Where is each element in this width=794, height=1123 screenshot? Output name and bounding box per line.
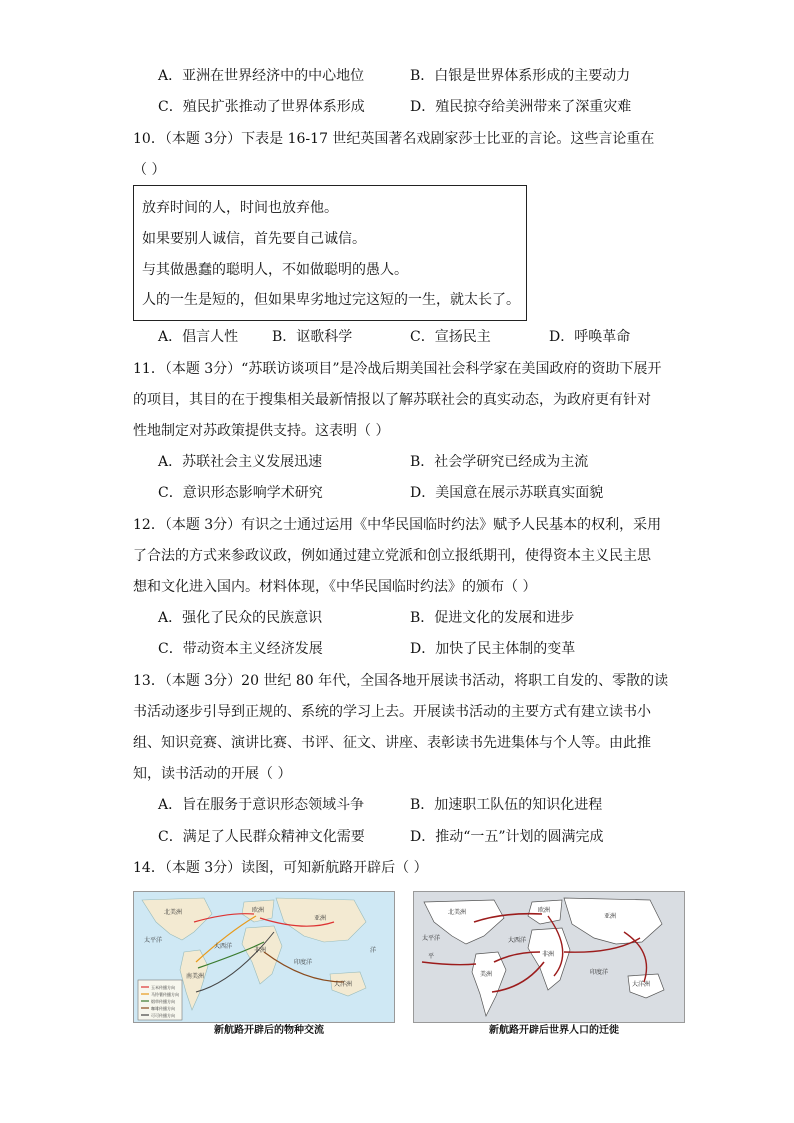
q9-option-a[interactable]: A．亚洲在世界经济中的中心地位 [158,68,365,84]
q9-option-b[interactable]: B．白银是世界体系形成的主要动力 [410,68,631,84]
map2-caption: 新航路开辟后世界人口的迁徙 [489,1025,619,1036]
q12-option-d[interactable]: D．加快了民主体制的变革 [410,641,576,657]
q10-option-a[interactable]: A．倡言人性 [158,329,239,345]
q11-option-a[interactable]: A．苏联社会主义发展迅速 [158,454,323,470]
quote-2: 如果要别人诚信，首先要自己诚信。 [142,231,366,247]
q12-option-b[interactable]: B．促进文化的发展和进步 [410,610,575,626]
q11-option-d[interactable]: D．美国意在展示苏联真实面貌 [410,485,604,501]
q13-stem-line-3: 组、知识竞赛、演讲比赛、书评、征文、讲座、表彰读书先进集体与个人等。由此推 [133,735,651,751]
quote-4: 人的一生是短的，但如果卑劣地过完这短的一生，就太长了。 [142,292,520,308]
map2-label-africa: 非洲 [542,951,555,958]
q12-option-c[interactable]: C．带动资本主义经济发展 [158,641,323,657]
q11-option-b[interactable]: B．社会学研究已经成为主流 [410,454,589,470]
species-exchange-map [133,891,395,1023]
map2-label-ping: 平 [428,953,435,960]
q13-option-c[interactable]: C．满足了人民群众精神文化需要 [158,829,365,845]
map1-label-south-america: 南美洲 [186,973,205,980]
q11-stem-line-3: 性地制定对苏政策提供支持。这表明（ ） [133,423,390,439]
map2-label-oceania: 大洋洲 [632,981,651,988]
map1-label-europe: 欧洲 [252,907,265,914]
legend-potato: 马铃薯传播方向 [151,992,179,997]
q12-stem-line-1: 12．（本题 3分）有识之士通过运用《中华民国临时约法》赋予人民基本的权利，采用 [133,517,662,533]
q9-option-c[interactable]: C．殖民扩张推动了世界体系形成 [158,99,365,115]
map1-label-pacific: 太平洋 [144,937,163,944]
map1-label-asia: 亚洲 [314,915,327,922]
map2-label-indian: 印度洋 [590,969,609,976]
q10-option-b[interactable]: B．讴歌科学 [272,329,353,345]
q10-option-c[interactable]: C．宣扬民主 [410,329,491,345]
q10-option-d[interactable]: D．呼唤革命 [549,329,631,345]
map1-label-north-america: 北美洲 [164,909,183,916]
legend-coffee: 咖啡传播方向 [151,1006,175,1011]
quote-3: 与其做愚蠢的聪明人，不如做聪明的愚人。 [142,262,408,278]
legend-corn: 玉米传播方向 [151,985,175,990]
legend-cocoa: 可可传播方向 [151,1013,175,1018]
map2-label-pacific: 太平洋 [422,935,441,942]
q11-option-c[interactable]: C．意识形态影响学术研究 [158,485,323,501]
map2-label-north-america: 北美洲 [448,909,467,916]
q13-option-a[interactable]: A．旨在服务于意识形态领域斗争 [158,797,365,813]
q13-stem-line-1: 13．（本题 3分）20 世纪 80 年代，全国各地开展读书活动，将职工自发的、零散的读 [133,673,669,689]
map2-label-atlantic: 大西洋 [508,937,527,944]
q12-option-a[interactable]: A．强化了民众的民族意识 [158,610,323,626]
q10-stem-line-2: （ ） [133,162,166,178]
map1-label-indian: 印度洋 [294,959,313,966]
q13-stem-line-2: 书活动逐步引导到正规的、系统的学习上去。开展读书活动的主要方式有建立读书小 [133,704,651,720]
q10-quote-box [133,185,527,321]
q11-stem-line-1: 11．（本题 3分）“苏联访谈项目”是冷战后期美国社会科学家在美国政府的资助下展开 [133,361,662,377]
legend-tobacco: 烟草传播方向 [151,999,175,1004]
quote-1: 放弃时间的人，时间也放弃他。 [142,200,338,216]
map2-label-europe: 欧洲 [538,907,551,914]
q12-stem-line-2: 了合法的方式来参政议政，例如通过建立党派和创立报纸期刊，使得资本主义民主思 [133,548,651,564]
map2-label-america: 美洲 [480,971,493,978]
q14-stem: 14．（本题 3分）读图，可知新航路开辟后（ ） [133,860,428,876]
population-migration-map-graphic [414,892,685,1023]
q9-option-d[interactable]: D．殖民掠夺给美洲带来了深重灾难 [410,99,632,115]
q12-stem-line-3: 想和文化进入国内。材料体现，《中华民国临时约法》的颁布（ ） [133,579,537,595]
q11-stem-line-2: 的项目，其目的在于搜集相关最新情报以了解苏联社会的真实动态，为政府更有针对 [133,392,651,408]
species-exchange-map-graphic [134,892,395,1023]
q13-stem-line-4: 知，读书活动的开展（ ） [133,766,292,782]
map1-label-ocean: 洋 [370,947,377,954]
map1-label-africa: 非洲 [254,947,267,954]
map1-label-oceania: 大洋洲 [334,981,353,988]
map1-caption: 新航路开辟后的物种交流 [214,1025,324,1036]
q10-stem-line-1: 10．（本题 3分）下表是 16-17 世纪英国著名戏剧家莎士比亚的言论。这些言论重在 [133,131,655,147]
q13-option-b[interactable]: B．加速职工队伍的知识化进程 [410,797,603,813]
map1-label-atlantic: 大西洋 [214,943,233,950]
population-migration-map [413,891,685,1023]
map2-label-asia: 亚洲 [604,913,617,920]
q13-option-d[interactable]: D．推动“一五”计划的圆满完成 [410,829,604,845]
